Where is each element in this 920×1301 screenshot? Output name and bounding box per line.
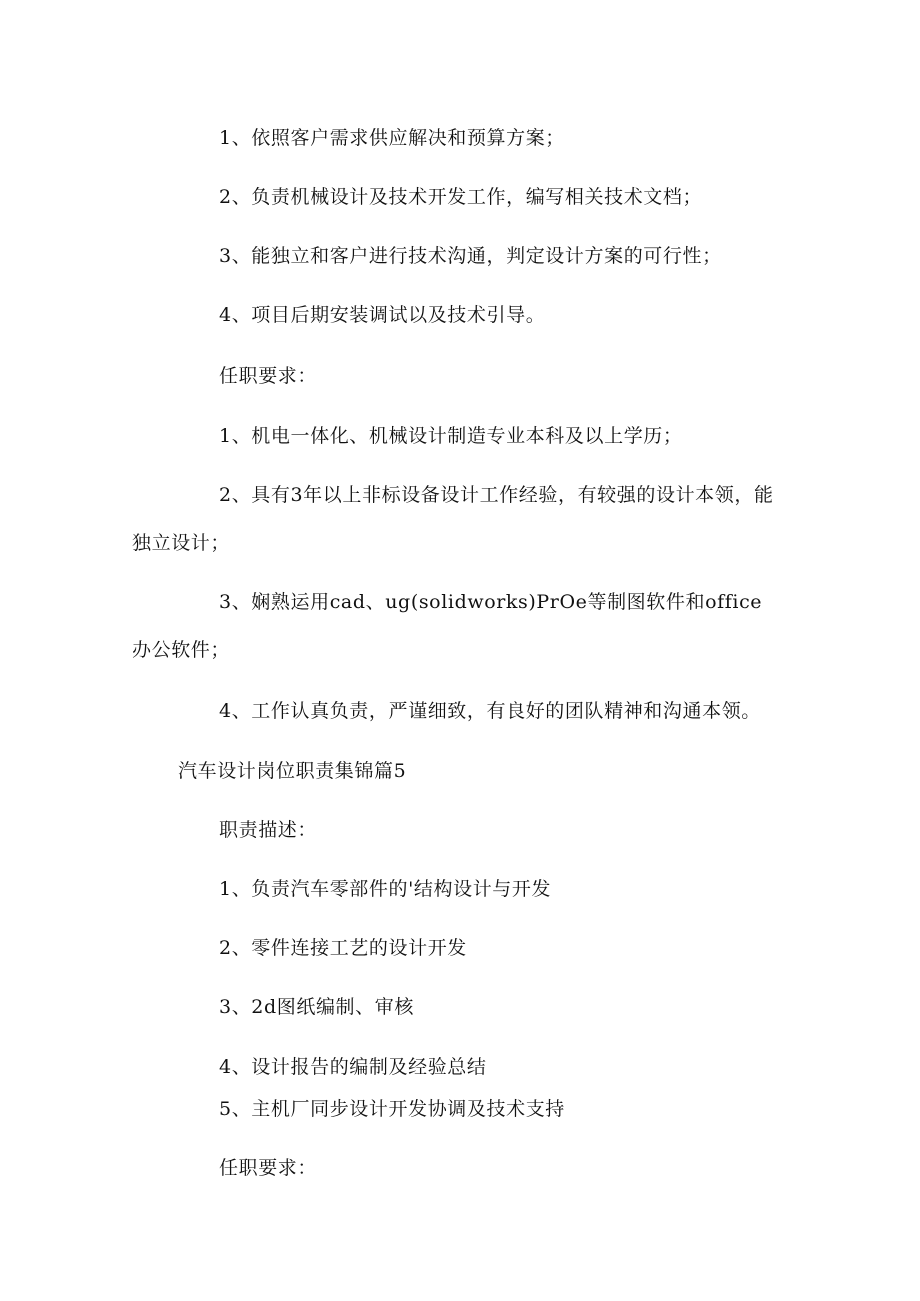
paragraph-line: 2、具有3年以上非标设备设计工作经验，有较强的设计本领，能: [219, 484, 774, 506]
paragraph-line: 4、工作认真负责，严谨细致，有良好的团队精神和沟通本领。: [219, 700, 761, 722]
section-heading: 任职要求：: [219, 1157, 318, 1179]
paragraph-line: 2、负责机械设计及技术开发工作，编写相关技术文档；: [219, 186, 703, 208]
paragraph-line: 4、项目后期安装调试以及技术引导。: [219, 304, 546, 326]
paragraph-line: 3、2d图纸编制、审核: [219, 996, 414, 1018]
paragraph-line: 4、设计报告的编制及经验总结: [219, 1056, 487, 1078]
paragraph-line: 3、娴熟运用cad、ug(solidworks)PrOe等制图软件和office: [219, 591, 763, 613]
section-title: 汽车设计岗位职责集锦篇5: [178, 760, 407, 782]
paragraph-line-continuation: 独立设计；: [132, 532, 231, 554]
paragraph-line: 3、能独立和客户进行技术沟通，判定设计方案的可行性；: [219, 245, 722, 267]
paragraph-line-continuation: 办公软件；: [132, 639, 231, 661]
paragraph-line: 1、依照客户需求供应解决和预算方案；: [219, 127, 565, 149]
paragraph-line: 2、零件连接工艺的设计开发: [219, 937, 467, 959]
section-heading: 任职要求：: [219, 365, 318, 387]
paragraph-line: 1、负责汽车零部件的'结构设计与开发: [219, 878, 552, 900]
paragraph-line: 5、主机厂同步设计开发协调及技术支持: [219, 1098, 565, 1120]
section-heading: 职责描述：: [219, 819, 318, 841]
paragraph-line: 1、机电一体化、机械设计制造专业本科及以上学历；: [219, 425, 683, 447]
